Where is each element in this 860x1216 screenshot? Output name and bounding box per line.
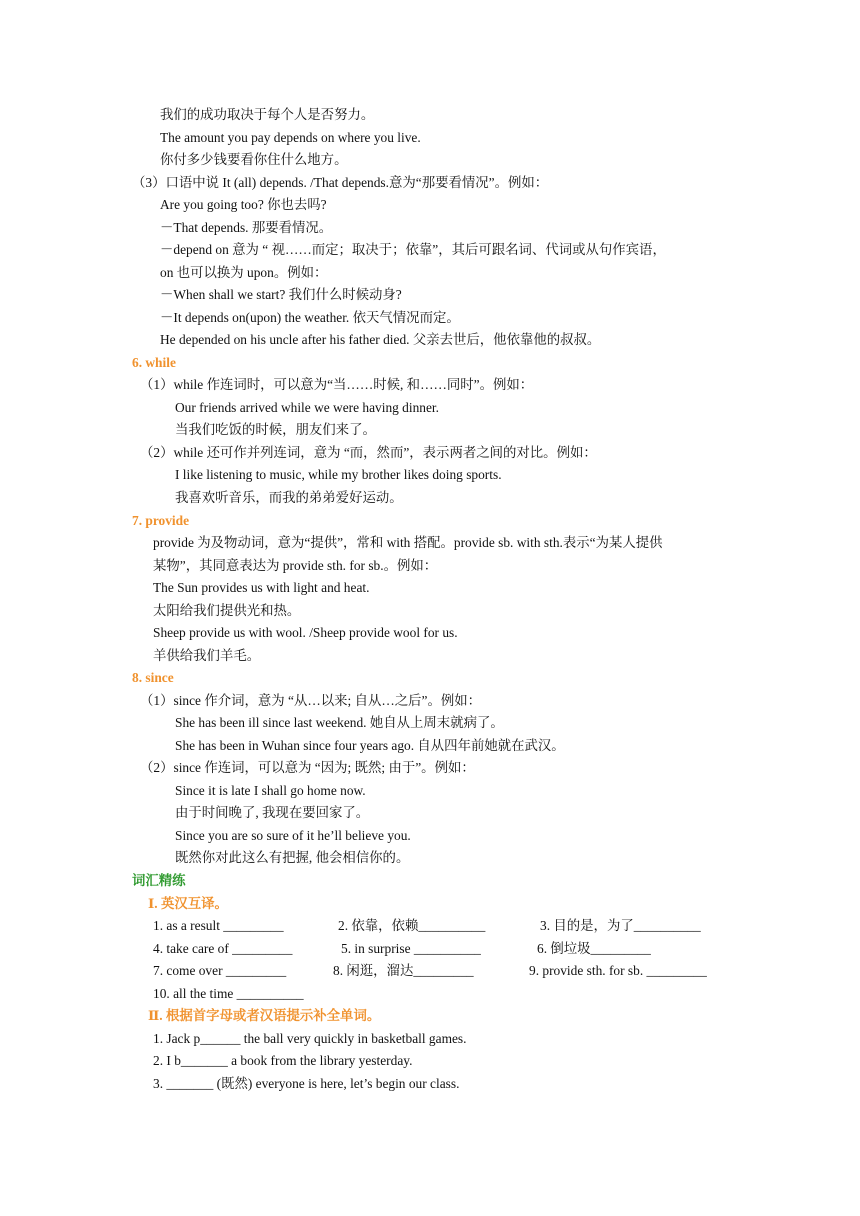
text-line: （1）while 作连词时，可以意为“当……时候, 和……同时”。例如： bbox=[140, 377, 534, 392]
text-line: Since it is late I shall go home now. bbox=[175, 783, 366, 798]
text-line: Our friends arrived while we were having dinner. bbox=[175, 400, 440, 415]
text-line: The amount you pay depends on where you live. bbox=[160, 130, 421, 145]
text-line: Are you going too? 你也去吗? bbox=[160, 197, 327, 212]
exercise-row bbox=[0, 985, 860, 1003]
exercise-row bbox=[0, 940, 860, 958]
text-line: The Sun provides us with light and heat. bbox=[153, 580, 370, 595]
text-line: －depend on 意为 “ 视……而定；取决于；依靠”，其后可跟名词、代词或从句作宾语， bbox=[160, 242, 666, 257]
text-line: 当我们吃饭的时候，朋友们来了。 bbox=[175, 422, 376, 437]
text-line: －That depends. 那要看情况。 bbox=[160, 220, 333, 235]
exercise-item: 6. 倒垃圾_________ bbox=[537, 941, 651, 956]
exercise-row bbox=[0, 962, 860, 980]
text-line: 你付多少钱要看你住什么地方。 bbox=[160, 152, 348, 167]
exercise-item: 5. in surprise __________ bbox=[341, 941, 481, 956]
text-line: I like listening to music, while my brother likes doing sports. bbox=[175, 467, 502, 482]
text-line: 太阳给我们提供光和热。 bbox=[153, 603, 301, 618]
text-line: 我喜欢听音乐，而我的弟弟爱好运动。 bbox=[175, 490, 403, 505]
exercise-row bbox=[0, 917, 860, 935]
exercise-item: 9. provide sth. for sb. _________ bbox=[529, 963, 707, 978]
practice-title: 词汇精练 bbox=[132, 873, 186, 888]
text-line: －It depends on(upon) the weather. 依天气情况而定。 bbox=[160, 310, 460, 325]
text-line: Sheep provide us with wool. /Sheep provide wool for us. bbox=[153, 625, 458, 640]
exercise-item: 1. as a result _________ bbox=[153, 918, 284, 933]
text-line: （3）口语中说 It (all) depends. /That depends.意为“那要看情况”。例如： bbox=[132, 175, 549, 190]
exercise-question: 1. Jack p______ the ball very quickly in basketball games. bbox=[153, 1031, 467, 1046]
exercise-item: 8. 闲逛，溜达_________ bbox=[333, 963, 474, 978]
text-line: （2）while 还可作并列连词，意为 “而，然而”，表示两者之间的对比。例如： bbox=[140, 445, 597, 460]
section-heading: 6. while bbox=[132, 355, 176, 370]
text-line: 羊供给我们羊毛。 bbox=[153, 648, 261, 663]
text-line: on 也可以换为 upon。例如： bbox=[160, 265, 328, 280]
text-line: He depended on his uncle after his father died. 父亲去世后，他依靠他的叔叔。 bbox=[160, 332, 601, 347]
exercise-question: 2. I b_______ a book from the library yesterday. bbox=[153, 1053, 413, 1068]
text-line: 某物”，其同意表达为 provide sth. for sb.。例如： bbox=[153, 558, 438, 573]
exercise-item: 4. take care of _________ bbox=[153, 941, 293, 956]
practice-part1-title: Ⅰ. 英汉互译。 bbox=[148, 896, 228, 911]
text-line: 我们的成功取决于每个人是否努力。 bbox=[160, 107, 375, 122]
text-line: （1）since 作介词，意为 “从…以来; 自从…之后”。例如： bbox=[140, 693, 482, 708]
text-line: 由于时间晚了, 我现在要回家了。 bbox=[175, 805, 370, 820]
text-line: Since you are so sure of it he’ll believe you. bbox=[175, 828, 411, 843]
practice-part2-title: Ⅱ. 根据首字母或者汉语提示补全单词。 bbox=[148, 1008, 381, 1023]
text-line: （2）since 作连词，可以意为 “因为; 既然; 由于”。例如： bbox=[140, 760, 475, 775]
text-line: provide 为及物动词，意为“提供”，常和 with 搭配。provide sb. with sth.表示“为某人提供 bbox=[153, 535, 663, 550]
exercise-item: 10. all the time __________ bbox=[153, 986, 304, 1001]
text-line: She has been in Wuhan since four years ago. 自从四年前她就在武汉。 bbox=[175, 738, 565, 753]
section-heading: 8. since bbox=[132, 670, 174, 685]
text-line: She has been ill since last weekend. 她自从上周末就病了。 bbox=[175, 715, 504, 730]
text-line: 既然你对此这么有把握, 他会相信你的。 bbox=[175, 850, 410, 865]
exercise-item: 3. 目的是，为了__________ bbox=[540, 918, 701, 933]
exercise-question: 3. _______ (既然) everyone is here, let’s begin our class. bbox=[153, 1076, 460, 1091]
section-heading: 7. provide bbox=[132, 513, 190, 528]
exercise-item: 7. come over _________ bbox=[153, 963, 287, 978]
text-line: －When shall we start? 我们什么时候动身? bbox=[160, 287, 402, 302]
exercise-item: 2. 依靠，依赖__________ bbox=[338, 918, 486, 933]
